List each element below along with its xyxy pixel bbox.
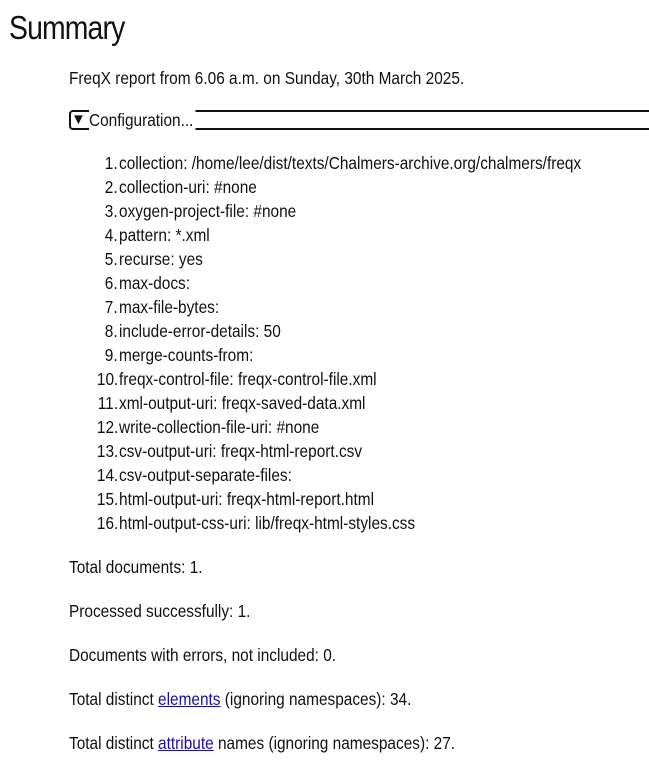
- config-list-item: [69, 319, 649, 343]
- config-item-text: xml-output-uri: freqx-saved-data.xml: [119, 393, 366, 413]
- config-item-number: 16.: [96, 513, 118, 533]
- config-list-item: [69, 223, 649, 247]
- documents-with-errors: Documents with errors, not included: 0.: [69, 645, 337, 665]
- config-item-number: 1.: [105, 153, 118, 173]
- config-list-item: [69, 175, 649, 199]
- config-item-text: html-output-uri: freqx-html-report.html: [119, 489, 375, 509]
- config-item-text: write-collection-file-uri: #none: [119, 417, 320, 437]
- config-item-text: oxygen-project-file: #none: [119, 201, 297, 221]
- processed-successfully: Processed successfully: 1.: [69, 601, 251, 621]
- attribute-link[interactable]: attribute: [158, 733, 214, 753]
- elements-link[interactable]: elements: [158, 689, 221, 709]
- config-list-item: [69, 151, 649, 175]
- triangle-down-icon: ▼: [71, 111, 86, 128]
- config-list-item: [69, 295, 649, 319]
- config-item-number: 11.: [97, 393, 118, 413]
- distinct-attributes-prefix: Total distinct: [69, 733, 159, 753]
- config-item-text: collection: /home/lee/dist/texts/Chalmers-archive.org/chalmers/freqx: [119, 153, 582, 173]
- config-item-number: 5.: [105, 249, 118, 269]
- config-item-number: 3.: [105, 201, 118, 221]
- config-list-item: [69, 199, 649, 223]
- distinct-attributes-suffix: names (ignoring namespaces): 27.: [213, 733, 456, 753]
- configuration-label: Configuration...: [89, 110, 194, 130]
- config-item-text: csv-output-uri: freqx-html-report.csv: [119, 441, 363, 461]
- config-item-number: 6.: [105, 273, 118, 293]
- config-item-number: 14.: [96, 465, 118, 485]
- distinct-elements-prefix: Total distinct: [69, 689, 159, 709]
- config-item-number: 4.: [105, 225, 118, 245]
- distinct-elements: [69, 687, 579, 711]
- config-list-item: [69, 247, 649, 271]
- config-list-item: [69, 463, 649, 487]
- config-item-number: 7.: [105, 297, 118, 317]
- config-item-text: collection-uri: #none: [119, 177, 257, 197]
- config-list-item: [69, 271, 649, 295]
- config-item-text: max-file-bytes:: [119, 297, 220, 317]
- config-item-number: 10.: [96, 369, 118, 389]
- config-item-text: merge-counts-from:: [119, 345, 254, 365]
- config-list-item: [69, 415, 649, 439]
- config-item-text: csv-output-separate-files:: [119, 465, 292, 485]
- config-list-item: [69, 367, 649, 391]
- config-item-text: freqx-control-file: freqx-control-file.xml: [119, 369, 377, 389]
- configuration-list: [69, 151, 649, 535]
- config-item-number: 2.: [105, 177, 118, 197]
- config-item-number: 12.: [96, 417, 118, 437]
- config-item-text: html-output-css-uri: lib/freqx-html-styles.css: [119, 513, 416, 533]
- configuration-toggle[interactable]: [69, 110, 649, 130]
- config-list-item: [69, 487, 649, 511]
- distinct-attributes: [69, 731, 579, 755]
- config-list-item: [69, 439, 649, 463]
- distinct-elements-suffix: (ignoring namespaces): 34.: [220, 689, 412, 709]
- total-documents: Total documents: 1.: [69, 557, 203, 577]
- config-list-item: [69, 343, 649, 367]
- page-title: Summary: [9, 9, 125, 46]
- config-item-number: 15.: [96, 489, 118, 509]
- configuration-details: [69, 110, 649, 535]
- config-item-number: 8.: [105, 321, 118, 341]
- config-item-text: include-error-details: 50: [119, 321, 281, 341]
- report-timestamp: FreqX report from 6.06 a.m. on Sunday, 30th March 2025.: [69, 68, 465, 88]
- config-list-item: [69, 391, 649, 415]
- config-list-item: [69, 511, 649, 535]
- config-item-text: max-docs:: [119, 273, 191, 293]
- report-content: [69, 66, 649, 755]
- config-item-number: 9.: [105, 345, 118, 365]
- config-item-text: pattern: *.xml: [119, 225, 210, 245]
- config-item-text: recurse: yes: [119, 249, 203, 269]
- config-item-number: 13.: [96, 441, 118, 461]
